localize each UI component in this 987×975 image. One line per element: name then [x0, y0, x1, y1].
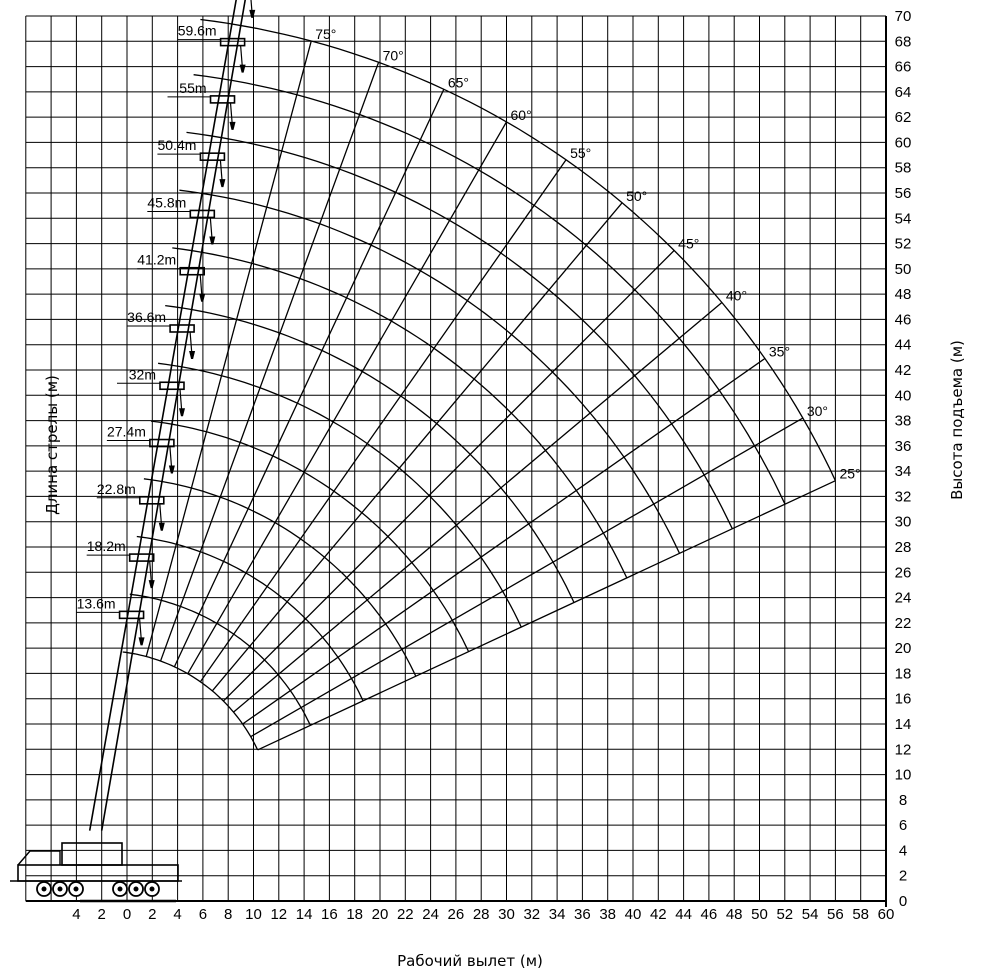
vehicle-chassis: [18, 865, 178, 881]
angle-label: 75°: [315, 26, 337, 43]
x-tick-label: 56: [827, 906, 844, 923]
y-axis-title-left: Длина стрелы (м): [43, 375, 61, 515]
angle-label: 70°: [382, 47, 404, 64]
boom-head: [170, 325, 194, 332]
x-tick-label: 30: [498, 906, 515, 923]
wheel-hub: [74, 887, 79, 892]
x-tick-label: 0: [122, 906, 132, 923]
y-tick-label: 64: [894, 83, 912, 101]
y-tick-label: 2: [898, 867, 908, 885]
y-tick-label: 52: [894, 235, 912, 253]
x-axis-title: Рабочий вылет (м): [397, 952, 543, 970]
y-tick-label: 42: [894, 362, 912, 379]
boom-head: [140, 497, 164, 504]
x-tick-label: 26: [447, 906, 465, 923]
boom-length-arc: [151, 421, 469, 651]
y-tick-label: 56: [894, 185, 912, 202]
hook-icon: [230, 122, 236, 130]
y-tick-label: 38: [894, 412, 912, 430]
angle-line: [258, 481, 836, 750]
angle-label: 50°: [626, 187, 648, 204]
y-tick-label: 30: [894, 513, 912, 531]
wheel-hub: [118, 887, 123, 892]
wheel-hub: [150, 887, 155, 892]
y-tick-label: 0: [898, 893, 908, 910]
x-tick-label-left: 4: [72, 906, 81, 923]
boom-length-label: 13.6m: [76, 595, 116, 612]
boom-outline: [102, 0, 248, 831]
y-axis-title-right: Высота подъема (м): [948, 340, 966, 500]
x-tick-label: 46: [700, 906, 718, 923]
boom-length-label: 45.8m: [147, 194, 187, 211]
y-tick-label: 26: [894, 564, 912, 582]
hook-icon: [240, 65, 246, 73]
x-tick-label: 14: [295, 906, 313, 923]
hook-icon: [219, 179, 225, 187]
hook-icon: [189, 351, 195, 359]
x-tick-label: 12: [270, 906, 288, 923]
x-tick-label: 34: [548, 906, 566, 923]
boom-length-label: 50.4m: [157, 137, 197, 154]
x-tick-label: 52: [776, 906, 794, 923]
angle-label: 40°: [725, 287, 748, 304]
x-tick-label: 58: [852, 906, 870, 923]
hook-icon: [249, 10, 255, 18]
y-tick-label: 22: [894, 614, 912, 632]
angle-line: [243, 359, 765, 724]
y-tick-label: 6: [898, 817, 908, 835]
boom-length-arc: [144, 479, 416, 676]
boom-length-label: 32m: [128, 366, 156, 383]
x-tick-label: 40: [624, 906, 642, 923]
wheel-hub: [42, 887, 47, 892]
angle-label: 30°: [806, 403, 829, 420]
wheel-hub: [58, 887, 63, 892]
x-tick-label: 18: [346, 906, 364, 923]
boom-length-arc: [165, 306, 574, 603]
y-tick-label: 16: [894, 690, 912, 708]
x-tick-label: 28: [472, 906, 490, 923]
hook-icon: [169, 466, 175, 474]
x-tick-label: 50: [751, 906, 768, 923]
y-tick-label: 14: [894, 716, 912, 733]
x-tick-label: 20: [371, 906, 389, 923]
x-tick-label: 42: [649, 906, 667, 923]
y-tick-label: 54: [894, 210, 912, 228]
x-tick-label-left: 2: [97, 906, 106, 923]
x-tick-label: 38: [599, 906, 617, 923]
boom-length-label: 22.8m: [96, 480, 136, 497]
boom-head: [190, 210, 214, 217]
x-tick-label: 8: [224, 906, 233, 923]
x-tick-label: 22: [396, 906, 414, 923]
y-tick-label: 60: [894, 134, 912, 152]
x-tick-label: 10: [245, 906, 262, 923]
angle-label: 65°: [447, 74, 470, 91]
y-tick-label: 28: [894, 539, 912, 556]
angle-line: [223, 250, 674, 701]
boom-head: [211, 96, 235, 103]
x-tick-label: 2: [148, 906, 157, 923]
y-tick-label: 20: [894, 640, 912, 658]
x-tick-label: 6: [198, 906, 208, 923]
y-tick-label: 66: [894, 58, 912, 76]
angle-label: 45°: [678, 235, 700, 252]
y-tick-label: 70: [894, 8, 912, 25]
hook-icon: [199, 294, 205, 302]
x-tick-label: 24: [422, 906, 439, 923]
y-tick-label: 68: [894, 33, 912, 51]
angle-label: 35°: [768, 343, 791, 360]
boom-head: [200, 153, 224, 160]
boom-length-label: 59.6m: [177, 22, 217, 39]
x-tick-label: 54: [801, 906, 819, 923]
y-tick-label: 40: [894, 387, 912, 405]
y-tick-label: 32: [894, 488, 912, 506]
x-tick-label: 16: [321, 906, 338, 923]
wheel-hub: [134, 887, 139, 892]
y-tick-label: 48: [894, 286, 912, 304]
y-tick-label: 50: [894, 260, 912, 278]
y-tick-label: 18: [894, 665, 912, 683]
boom-length-label: 18.2m: [86, 538, 126, 555]
boom-length-arc: [179, 187, 679, 553]
y-tick-label: 58: [894, 159, 912, 177]
boom-head: [221, 39, 245, 46]
y-tick-label: 8: [898, 791, 908, 809]
angle-label: 55°: [570, 144, 592, 161]
x-tick-label: 32: [523, 906, 541, 923]
y-tick-label: 4: [898, 842, 908, 860]
y-tick-label: 36: [894, 437, 912, 455]
boom-head: [160, 382, 184, 389]
y-tick-label: 12: [894, 741, 912, 759]
vehicle-cab: [62, 843, 122, 865]
chart-curves: [123, 20, 836, 750]
y-tick-label: 44: [894, 336, 912, 354]
boom-length-label: 36.6m: [127, 308, 167, 325]
x-tick-label: 44: [675, 906, 692, 923]
x-tick-label: 48: [725, 906, 743, 923]
y-tick-label: 10: [894, 766, 912, 784]
hook-icon: [149, 580, 155, 588]
boom-length-label: 55m: [179, 79, 207, 96]
x-tick-label: 60: [877, 906, 895, 923]
angle-label: 60°: [510, 106, 532, 123]
boom-length-arc: [200, 20, 835, 481]
boom-length-label: 27.4m: [106, 423, 146, 440]
y-tick-label: 62: [894, 109, 912, 127]
boom-length-label: 41.2m: [137, 251, 177, 268]
boom-outline: [90, 0, 239, 831]
boom-length-arc: [187, 132, 733, 528]
y-tick-label: 46: [894, 311, 912, 329]
boom-length-arc: [123, 652, 258, 750]
hook-icon: [159, 523, 165, 531]
y-tick-label: 24: [894, 589, 912, 607]
hook-icon: [179, 408, 185, 416]
x-tick-label: 36: [574, 906, 591, 923]
y-tick-label: 34: [894, 463, 912, 481]
boom-length-arc: [194, 75, 785, 505]
angle-label: 25°: [839, 465, 861, 482]
hook-icon: [139, 637, 145, 645]
x-tick-label: 4: [173, 906, 182, 923]
vehicle-front: [18, 851, 60, 865]
